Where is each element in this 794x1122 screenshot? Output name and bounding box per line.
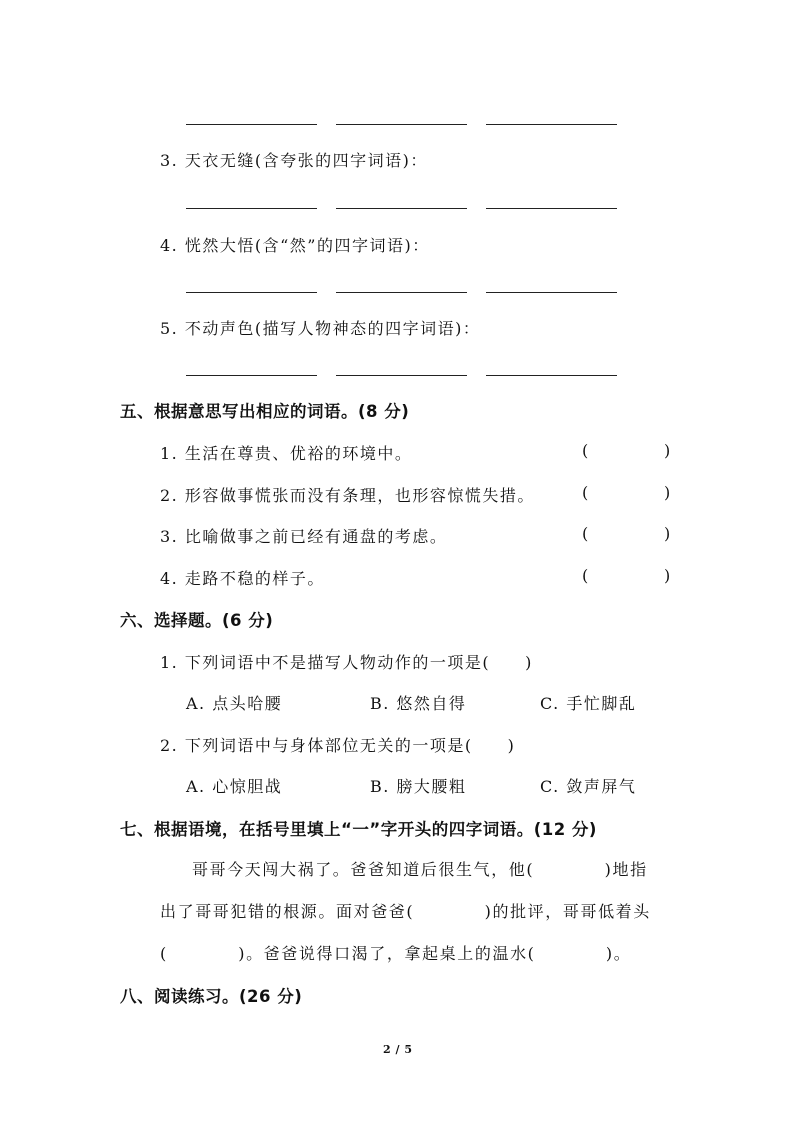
item-text: 生活在尊贵、优裕的环境中。 [184,444,413,463]
answer-paren-close[interactable]: ) [664,524,671,543]
answer-blank[interactable] [336,208,467,209]
answer-blank[interactable] [186,124,317,125]
item-text: 恍然大悟(含“然”的四字词语)： [184,236,430,255]
choice-option-a[interactable]: A. 心惊胆战 [186,777,283,796]
part5-item-4 [160,566,325,589]
item-number: 2. [160,486,179,505]
context-paragraph-line-1: 哥哥今天闯大祸了。爸爸知道后很生气，他( )地指 [192,860,648,879]
item-text: 走路不稳的样子。 [184,569,325,588]
choice-option-a[interactable]: A. 点头哈腰 [186,694,283,713]
answer-paren-open[interactable]: ( [582,483,589,502]
choice-option-b[interactable]: B. 膀大腰粗 [370,777,467,796]
part4-item-5 [160,316,480,339]
context-paragraph-line-2: 出了哥哥犯错的根源。面对爸爸( )的批评，哥哥低着头 [160,902,651,921]
answer-blank[interactable] [486,208,617,209]
item-text: 比喻做事之前已经有通盘的考虑。 [184,527,448,546]
answer-blank[interactable] [186,208,317,209]
part5-item-1 [160,441,412,464]
answer-paren-close[interactable]: ) [664,566,671,585]
answer-blank[interactable] [186,375,317,376]
page-number: 2 / 5 [383,1043,413,1056]
item-number: 4. [160,569,179,588]
answer-paren-close[interactable]: ) [664,483,671,502]
choice-option-c[interactable]: C. 敛声屏气 [540,777,637,796]
answer-blank[interactable] [486,124,617,125]
answer-paren-open[interactable]: ( [582,566,589,585]
section-heading-7: 七、根据语境，在括号里填上“一”字开头的四字词语。(12 分) [120,820,597,839]
answer-paren-close[interactable]: ) [664,441,671,460]
part5-item-2 [160,483,535,506]
question-number: 1. [160,653,179,672]
part6-question-1 [160,650,533,673]
choice-option-b[interactable]: B. 悠然自得 [370,694,467,713]
item-text: 形容做事慌张而没有条理，也形容惊慌失措。 [184,486,535,505]
part4-item-4 [160,233,430,256]
part6-question-2 [160,733,515,756]
answer-blank[interactable] [186,292,317,293]
item-number: 4. [160,236,179,255]
item-number: 3. [160,151,179,170]
answer-blank[interactable] [336,124,467,125]
item-number: 3. [160,527,179,546]
answer-blank[interactable] [486,292,617,293]
part5-item-3 [160,524,447,547]
item-number: 1. [160,444,179,463]
item-text: 不动声色(描写人物神态的四字词语)： [184,319,481,338]
question-text: 下列词语中与身体部位无关的一项是( ) [184,736,516,755]
section-heading-8: 八、阅读练习。(26 分) [120,987,303,1006]
choice-option-c[interactable]: C. 手忙脚乱 [540,694,637,713]
answer-blank[interactable] [336,375,467,376]
section-heading-6: 六、选择题。(6 分) [120,611,274,630]
answer-blank[interactable] [486,375,617,376]
context-paragraph-line-3: ( )。爸爸说得口渴了，拿起桌上的温水( )。 [160,944,632,963]
answer-paren-open[interactable]: ( [582,524,589,543]
question-text: 下列词语中不是描写人物动作的一项是( ) [184,653,533,672]
question-number: 2. [160,736,179,755]
answer-blank[interactable] [336,292,467,293]
answer-paren-open[interactable]: ( [582,441,589,460]
item-text: 天衣无缝(含夸张的四字词语)： [184,151,428,170]
item-number: 5. [160,319,179,338]
section-heading-5: 五、根据意思写出相应的词语。(8 分) [120,402,410,421]
part4-item-3 [160,148,428,171]
